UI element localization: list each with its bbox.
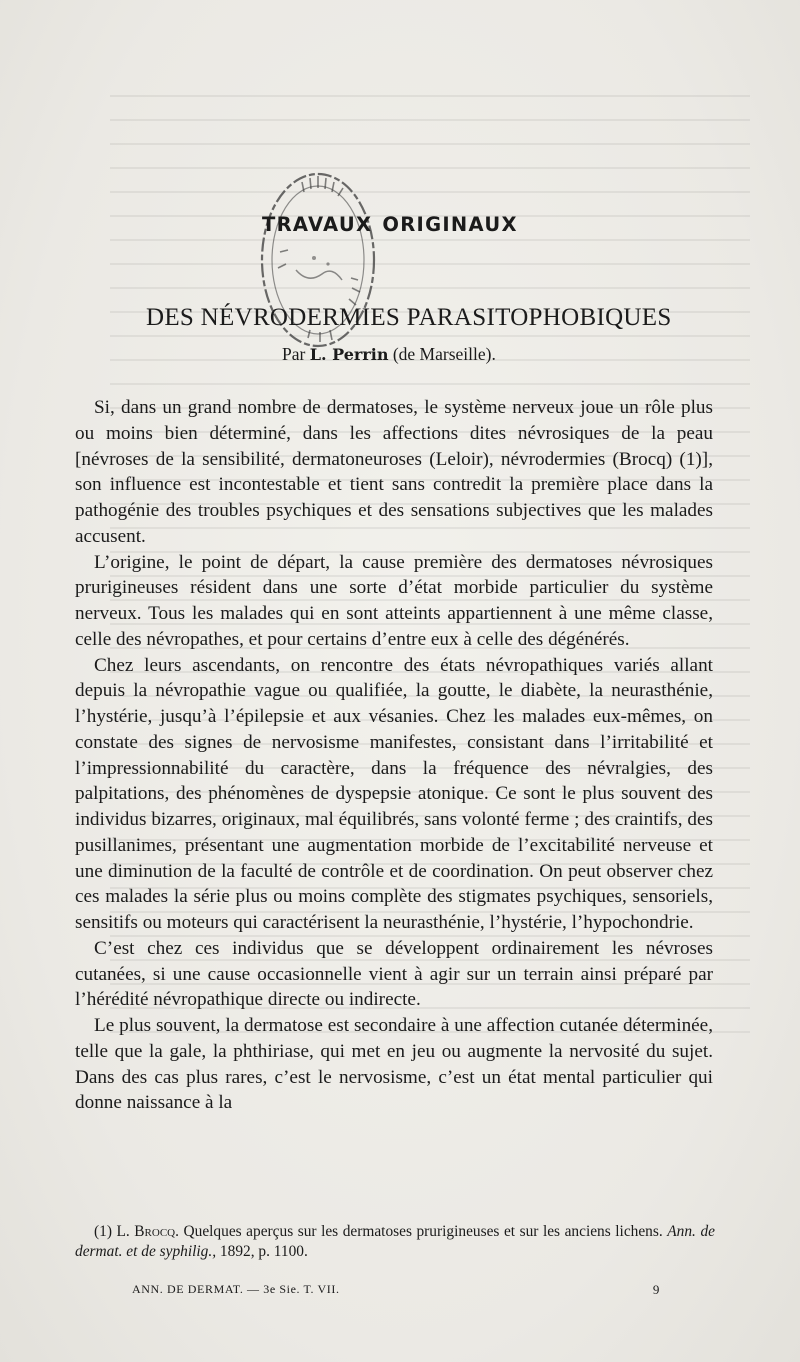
paragraph: C’est chez ces individus que se développent ordinairement les névroses cutanées, si une cause occasionnelle vient à agir sur un terrain ainsi préparé par l’hérédité névropathique directe ou indirecte. <box>75 937 713 1011</box>
footnote-text: Quelques aperçus sur les dermatoses prurigineuses et sur les anciens lichens. <box>183 1223 663 1240</box>
paragraph: Le plus souvent, la dermatose est secondaire à une affection cutanée déterminée, telle que la gale, la phthiriase, qui met en jeu ou augmente la nervosité du sujet. Dans des cas plus rares, c’est le nervosisme, c’est un état mental particulier qui donne naissance à la <box>75 1015 713 1114</box>
footnote <box>75 1222 715 1262</box>
signature-label: ANN. DE DERMAT. — 3e Sie. T. VII. <box>132 1282 340 1296</box>
paragraph: Si, dans un grand nombre de dermatoses, le système nerveux joue un rôle plus ou moins bien déterminé, dans les affections dites névrosiques de la peau [névroses de la sensibilité, dermatoneuroses (Leloir), névrodermies (Brocq) (1)], son influence est incontestable et tient sans contredit la première place dans la pathogénie des troubles psychiques et des sensations subjectives que les malades accusent. <box>75 397 713 547</box>
byline <box>282 344 496 365</box>
signature-line <box>132 1282 660 1297</box>
author-affiliation: (de Marseille). <box>392 344 496 364</box>
section-heading-part1: TRAVAUX <box>262 213 373 236</box>
footnote-journal: Ann. de dermat. et de syphilig., <box>75 1223 715 1260</box>
paragraph: Chez leurs ascendants, on rencontre des états névropathiques variés allant depuis la névropathie vague ou qualifiée, la goutte, le diabète, la neurasthénie, l’hystérie, jusqu’à l’épilepsie et aux vésanies. Chez les malades eux-mêmes, on constate des signes de nervosisme manifestes, consistant dans l’irritabilité et l’impressionnabilité du caractère, dans la fréquence des névralgies, des palpitations, des phénomènes de dyspepsie atonique. Ce sont le plus souvent des individus bizarres, originaux, mal équilibrés, sans volonté ferme ; des craintifs, des pusillanimes, présentant une augmentation morbide de l’excitabilité nerveuse et une diminution de la faculté de contrôle et de coordination. On peut observer chez ces malades la série plus ou moins complète des stigmates psychiques, sensoriels, sensitifs ou moteurs qui caractérisent la neurasthénie, l’hystérie, l’hypochondrie. <box>75 654 713 933</box>
article-title: DES NÉVRODERMIES PARASITOPHOBIQUES <box>146 304 672 331</box>
byline-prefix: Par <box>282 344 306 364</box>
article-body <box>75 395 713 1116</box>
footnote-author: L. Brocq. <box>116 1223 179 1240</box>
paragraph: L’origine, le point de départ, la cause première des dermatoses névrosiques prurigineuses résident dans une sorte d’état morbide particulier du système nerveux. Tous les malades qui en sont atteints appartiennent à une même classe, celle des névropathes, et pour certains d’entre eux à celle des dégénérés. <box>75 551 713 650</box>
section-heading-part2: ORIGINAUX <box>382 213 518 236</box>
footnote-marker: (1) <box>94 1223 112 1240</box>
section-heading <box>262 213 518 236</box>
sheet-number: 9 <box>652 1282 660 1297</box>
author-name: L. Perrin <box>309 345 389 364</box>
footnote-ref: 1892, p. 1100. <box>219 1243 308 1260</box>
